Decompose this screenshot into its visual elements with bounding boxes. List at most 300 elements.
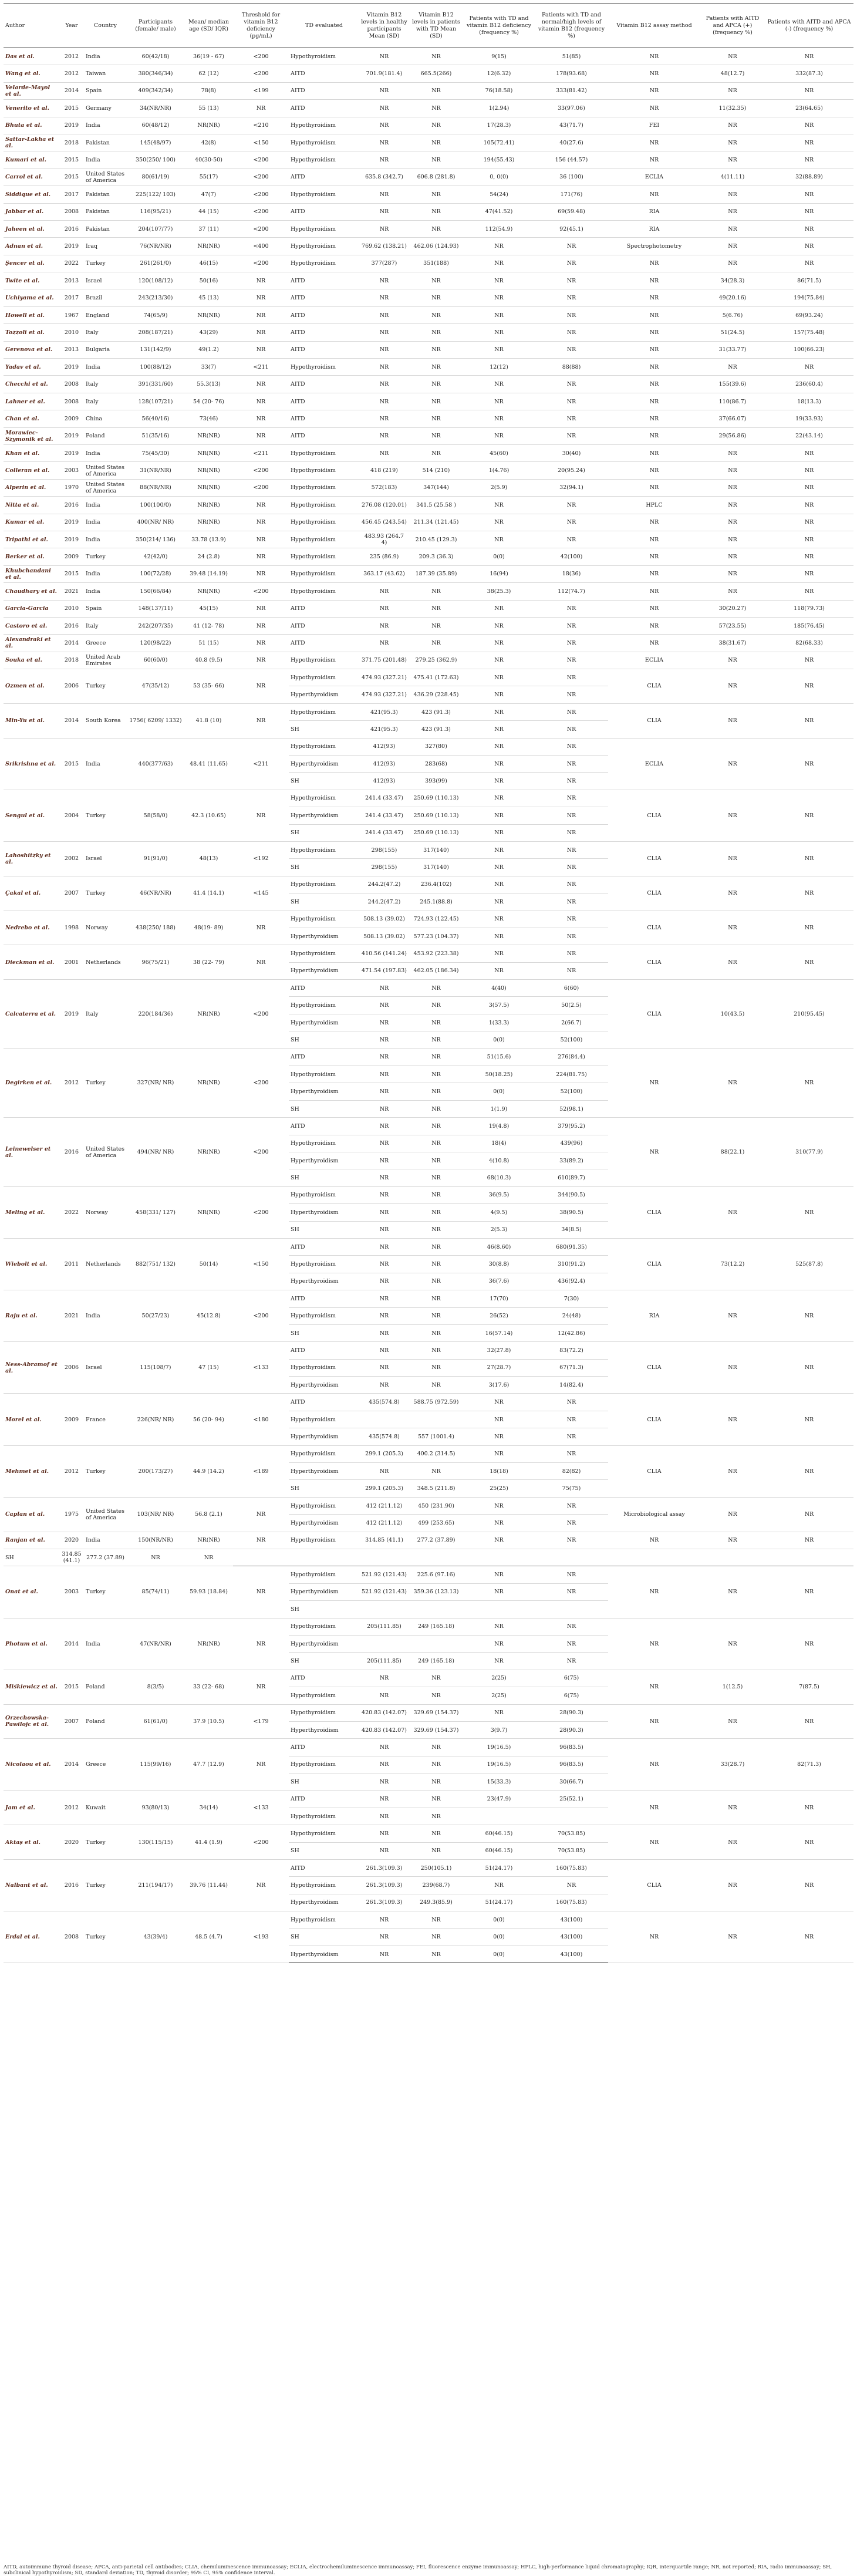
cell-b12-td: 400.2 (314.5) — [409, 1445, 463, 1462]
cell-td-deficiency: NR — [463, 1618, 535, 1635]
cell-td-evaluated: Hypothyroidism — [289, 548, 359, 565]
cell-td-normal: 6(60) — [535, 980, 608, 997]
cell-threshold: NR — [233, 272, 289, 289]
cell-apca-negative: NR — [765, 462, 853, 479]
cell-b12-td: 462.05 (186.34) — [409, 962, 463, 979]
cell-td-deficiency: 54(24) — [463, 186, 535, 203]
cell-td-evaluated: AITD — [289, 410, 359, 427]
cell-author: Ness-Abramof et al. — [4, 1342, 59, 1394]
cell-apca-positive: 88(22.1) — [700, 1118, 765, 1187]
cell-apca-negative: 86(71.5) — [765, 272, 853, 289]
cell-td-evaluated: AITD — [289, 289, 359, 306]
table-row — [4, 238, 853, 255]
cell-td-evaluated: Hyperthyroidism — [289, 807, 359, 824]
table-body — [4, 48, 853, 1963]
cell-td-normal: NR — [535, 1497, 608, 1514]
cell-threshold: <200 — [233, 583, 289, 600]
cell-participants: 130(115/15) — [127, 1825, 184, 1860]
cell-b12-healthy: NR — [359, 617, 409, 634]
table-row — [4, 497, 853, 514]
cell-td-evaluated: Hypothyroidism — [289, 1756, 359, 1773]
cell-author: Venerito et al. — [4, 100, 59, 117]
cell-age: 24 (2.8) — [184, 548, 233, 565]
cell-threshold: <192 — [233, 841, 289, 876]
cell-participants: 211(194/17) — [127, 1860, 184, 1911]
table-row — [4, 1118, 853, 1135]
cell-author: Chan et al. — [4, 410, 59, 427]
cell-b12-healthy: NR — [359, 1808, 409, 1825]
table-row — [4, 635, 853, 652]
cell-year: 2019 — [59, 514, 84, 531]
cell-td-deficiency: NR — [463, 1445, 535, 1462]
cell-td-normal: 610(89.7) — [535, 1169, 608, 1186]
cell-td-deficiency: 19(16.5) — [463, 1756, 535, 1773]
cell-threshold: <200 — [233, 220, 289, 237]
cell-country: Pakistan — [84, 203, 127, 220]
cell-apca-positive: NR — [700, 583, 765, 600]
cell-apca-positive: NR — [700, 1618, 765, 1670]
cell-participants: 440(377/63) — [127, 738, 184, 790]
cell-age: 33.78 (13.9) — [184, 531, 233, 548]
cell-age: 37 (11) — [184, 220, 233, 237]
cell-assay-method: ECLIA — [608, 168, 700, 186]
cell-assay-method: CLIA — [608, 703, 700, 738]
cell-author: Garcia-Garcia — [4, 600, 59, 617]
table-row — [4, 1186, 853, 1203]
cell-year: 2008 — [59, 1911, 84, 1963]
cell-td-evaluated: Hypothyroidism — [289, 1532, 359, 1549]
cell-threshold: NR — [233, 100, 289, 117]
cell-threshold: <193 — [233, 1911, 289, 1963]
cell-td-normal: 20(95.24) — [535, 462, 608, 479]
cell-td-normal — [535, 1601, 608, 1618]
cell-year: 1998 — [59, 911, 84, 945]
cell-year: 2012 — [59, 1791, 84, 1825]
cell-td-evaluated: Hyperthyroidism — [289, 1515, 359, 1532]
cell-threshold: NR — [233, 497, 289, 514]
cell-apca-positive: 49(20.16) — [700, 289, 765, 306]
cell-td-normal: NR — [535, 1515, 608, 1532]
cell-b12-td: 250.69 (110.13) — [409, 824, 463, 841]
cell-country: France — [84, 1394, 127, 1445]
cell-country: Italy — [84, 376, 127, 393]
cell-author: Sattar-Lakha et al. — [4, 134, 59, 151]
cell-threshold: <200 — [233, 479, 289, 496]
cell-age: NR(NR) — [184, 1048, 233, 1118]
cell-apca-positive: NR — [700, 669, 765, 704]
cell-assay-method: NR — [608, 583, 700, 600]
cell-td-evaluated: SH — [289, 1653, 359, 1670]
cell-age: 42.3 (10.65) — [184, 790, 233, 841]
cell-age: NR(NR) — [184, 427, 233, 444]
cell-assay-method: CLIA — [608, 980, 700, 1049]
cell-year: 2014 — [59, 703, 84, 738]
table-row — [4, 1394, 853, 1411]
cell-td-evaluated: Hyperthyroidism — [289, 1273, 359, 1290]
cell-b12-healthy: 241.4 (33.47) — [359, 807, 409, 824]
cell-apca-negative: NR — [765, 531, 853, 548]
cell-author: Chaudhary et al. — [4, 583, 59, 600]
cell-td-evaluated: Hypothyroidism — [289, 462, 359, 479]
cell-td-normal: NR — [535, 911, 608, 928]
cell-b12-healthy: 298(155) — [359, 841, 409, 858]
cell-b12-td: NR — [409, 359, 463, 376]
cell-apca-positive: NR — [700, 238, 765, 255]
cell-year: 2022 — [59, 255, 84, 272]
cell-td-deficiency: NR — [463, 1583, 535, 1600]
cell-td-deficiency: 25(25) — [463, 1480, 535, 1497]
cell-author: Tozzoli et al. — [4, 324, 59, 341]
cell-td-evaluated: AITD — [289, 203, 359, 220]
cell-b12-healthy: 244.2(47.2) — [359, 893, 409, 911]
cell-participants: 34(NR/NR) — [127, 100, 184, 117]
cell-year: 2015 — [59, 151, 84, 168]
cell-apca-negative: 18(13.3) — [765, 393, 853, 410]
cell-age: 50(16) — [184, 272, 233, 289]
cell-td-deficiency: 18(18) — [463, 1463, 535, 1480]
cell-assay-method: ECLIA — [608, 738, 700, 790]
cell-td-evaluated: SH — [4, 1549, 59, 1566]
cell-b12-td: NR — [409, 1169, 463, 1186]
cell-threshold: NR — [233, 376, 289, 393]
cell-td-deficiency — [463, 1808, 535, 1825]
cell-age: 47(7) — [184, 186, 233, 203]
cell-threshold: <200 — [233, 1118, 289, 1187]
cell-apca-negative: 82(71.3) — [765, 1739, 853, 1791]
cell-td-normal: 52(100) — [535, 1031, 608, 1048]
cell-country: Netherlands — [84, 1238, 127, 1290]
header-b12-td: Vitamin B12 levels in patients with TD Mean (SD) — [409, 4, 463, 48]
cell-td-deficiency: 0, 0(0) — [463, 168, 535, 186]
cell-participants: 150(NR/NR) — [127, 1532, 184, 1549]
cell-participants: 220(184/36) — [127, 980, 184, 1049]
cell-participants: 120(108/12) — [127, 272, 184, 289]
cell-threshold: NR — [233, 1670, 289, 1704]
cell-year: 2013 — [59, 341, 84, 358]
cell-apca-negative: NR — [765, 151, 853, 168]
cell-author: Uchiyama et al. — [4, 289, 59, 306]
cell-td-deficiency: NR — [463, 1566, 535, 1583]
table-row — [4, 1497, 853, 1514]
cell-td-normal: 344(90.5) — [535, 1186, 608, 1203]
cell-td-deficiency: NR — [463, 841, 535, 858]
cell-td-evaluated: AITD — [289, 1739, 359, 1756]
cell-apca-negative: NR — [765, 1394, 853, 1445]
cell-b12-td: NR — [409, 134, 463, 151]
cell-threshold: NR — [233, 1497, 289, 1532]
cell-td-normal: NR — [535, 289, 608, 306]
cell-td-deficiency: NR — [463, 427, 535, 444]
cell-threshold: <200 — [233, 168, 289, 186]
cell-b12-td: NR — [409, 186, 463, 203]
cell-b12-healthy: 471.54 (197.83) — [359, 962, 409, 979]
cell-b12-td: 317(140) — [409, 859, 463, 876]
cell-threshold: NR — [233, 703, 289, 738]
cell-b12-healthy: NR — [359, 583, 409, 600]
cell-b12-healthy: 299.1 (205.3) — [359, 1445, 409, 1462]
cell-td-evaluated: Hyperthyroidism — [289, 756, 359, 773]
cell-b12-healthy: NR — [359, 1273, 409, 1290]
cell-td-normal: NR — [535, 1635, 608, 1652]
cell-td-normal: NR — [535, 1653, 608, 1670]
cell-apca-negative: NR — [765, 1791, 853, 1825]
cell-threshold: <200 — [233, 203, 289, 220]
cell-td-deficiency: 9(15) — [463, 48, 535, 65]
cell-b12-td: 329.69 (154.37) — [409, 1704, 463, 1721]
cell-td-normal: 7(30) — [535, 1290, 608, 1307]
cell-td-normal: NR — [535, 945, 608, 962]
cell-b12-td: NR — [409, 617, 463, 634]
cell-threshold: NR — [233, 669, 289, 704]
cell-apca-negative: NR — [765, 1342, 853, 1394]
cell-b12-healthy: NR — [359, 1221, 409, 1238]
cell-apca-positive: NR — [700, 444, 765, 461]
cell-apca-positive: NR — [700, 911, 765, 945]
cell-td-normal: 82(82) — [535, 1463, 608, 1480]
cell-author: Raju et al. — [4, 1290, 59, 1342]
cell-td-evaluated: SH — [289, 893, 359, 911]
cell-threshold: NR — [233, 790, 289, 841]
cell-apca-positive: 30(20.27) — [700, 600, 765, 617]
cell-threshold: <133 — [233, 1791, 289, 1825]
cell-threshold: <189 — [233, 1445, 289, 1497]
cell-b12-healthy: 276.08 (120.01) — [359, 497, 409, 514]
cell-td-normal: 14(82.4) — [535, 1377, 608, 1394]
cell-year: 2016 — [59, 617, 84, 634]
cell-age: NR(NR) — [184, 1532, 233, 1549]
cell-td-normal: 160(75.83) — [535, 1860, 608, 1877]
cell-b12-td: NR — [409, 203, 463, 220]
cell-b12-healthy: 412(93) — [359, 738, 409, 755]
cell-td-normal: 33(97.06) — [535, 100, 608, 117]
cell-assay-method: NR — [608, 376, 700, 393]
cell-b12-td: NR — [409, 1946, 463, 1963]
cell-participants: 200(173/27) — [127, 1445, 184, 1497]
cell-td-evaluated: AITD — [289, 1290, 359, 1307]
cell-assay-method: NR — [608, 1825, 700, 1860]
cell-participants: 494(NR/ NR) — [127, 1118, 184, 1187]
cell-b12-healthy: NR — [359, 410, 409, 427]
cell-age: 78(8) — [184, 82, 233, 99]
cell-apca-negative: NR — [765, 1532, 853, 1549]
cell-td-deficiency: 1(2.94) — [463, 100, 535, 117]
cell-b12-td: NR — [409, 600, 463, 617]
cell-td-normal: 24(48) — [535, 1307, 608, 1324]
cell-td-deficiency: NR — [463, 238, 535, 255]
cell-assay-method: NR — [608, 359, 700, 376]
cell-td-evaluated: Hypothyroidism — [289, 1256, 359, 1273]
cell-b12-healthy: NR — [359, 134, 409, 151]
cell-author: Şencer et al. — [4, 255, 59, 272]
cell-td-normal: NR — [535, 669, 608, 686]
cell-td-deficiency: NR — [463, 531, 535, 548]
cell-td-deficiency: 50(18.25) — [463, 1066, 535, 1083]
cell-td-normal: NR — [535, 1877, 608, 1894]
cell-td-normal: 178(93.68) — [535, 65, 608, 82]
cell-threshold: <200 — [233, 1825, 289, 1860]
cell-year: 1967 — [59, 306, 84, 323]
cell-b12-healthy: NR — [359, 1359, 409, 1376]
cell-country: Israel — [84, 272, 127, 289]
cell-assay-method: CLIA — [608, 1186, 700, 1238]
cell-b12-healthy: NR — [359, 1169, 409, 1186]
cell-td-normal: NR — [184, 1549, 233, 1566]
cell-year: 2017 — [59, 186, 84, 203]
cell-author: Castoro et al. — [4, 617, 59, 634]
cell-b12-healthy: 412 (211.12) — [359, 1497, 409, 1514]
cell-author: Bhuta et al. — [4, 117, 59, 134]
cell-td-deficiency: NR — [463, 669, 535, 686]
cell-b12-healthy: 456.45 (243.54) — [359, 514, 409, 531]
cell-threshold: NR — [233, 945, 289, 980]
cell-td-evaluated: Hyperthyroidism — [289, 1083, 359, 1100]
cell-age: 50(14) — [184, 1238, 233, 1290]
cell-b12-td: NR — [409, 1118, 463, 1135]
cell-td-deficiency: 4(40) — [463, 980, 535, 997]
cell-age: 48(19- 89) — [184, 911, 233, 945]
cell-country: Brazil — [84, 289, 127, 306]
cell-td-deficiency: 16(57.14) — [463, 1324, 535, 1341]
cell-year: 2021 — [59, 1290, 84, 1342]
cell-td-deficiency: NR — [463, 635, 535, 652]
cell-apca-negative: 236(60.4) — [765, 376, 853, 393]
cell-age: 54 (20- 76) — [184, 393, 233, 410]
cell-assay-method: CLIA — [608, 1394, 700, 1445]
cell-author: Jaheen et al. — [4, 220, 59, 237]
cell-td-deficiency: 19(16.5) — [463, 1739, 535, 1756]
cell-apca-positive: NR — [700, 255, 765, 272]
cell-b12-healthy: 421(95.3) — [359, 703, 409, 720]
cell-author: Ozmen et al. — [4, 669, 59, 704]
cell-td-evaluated: AITD — [289, 168, 359, 186]
cell-b12-td: NR — [409, 1204, 463, 1221]
cell-b12-td: 475.41 (172.63) — [409, 669, 463, 686]
cell-country: India — [84, 1618, 127, 1670]
cell-author: Min-Yu et al. — [4, 703, 59, 738]
cell-apca-negative: NR — [765, 134, 853, 151]
cell-participants: 243(213/30) — [127, 289, 184, 306]
cell-b12-td: 393(99) — [409, 773, 463, 790]
cell-b12-td: NR — [409, 272, 463, 289]
cell-assay-method: NR — [608, 1566, 700, 1618]
cell-td-deficiency: 51(24.17) — [463, 1894, 535, 1911]
cell-b12-td: NR — [409, 1324, 463, 1341]
table-row — [4, 1238, 853, 1255]
table-row — [4, 82, 853, 99]
cell-b12-healthy: NR — [359, 341, 409, 358]
cell-b12-td: 250.69 (110.13) — [409, 790, 463, 807]
cell-b12-td: 499 (253.65) — [409, 1515, 463, 1532]
cell-author: Khubchandani et al. — [4, 565, 59, 582]
cell-b12-td: NR — [409, 444, 463, 461]
cell-td-normal: NR — [535, 686, 608, 703]
cell-participants: 75(45/30) — [127, 444, 184, 461]
cell-participants: 43(39/4) — [127, 1911, 184, 1963]
cell-apca-positive: 31(33.77) — [700, 341, 765, 358]
cell-participants: 47(NR/NR) — [127, 1618, 184, 1670]
cell-td-normal: 156 (44.57) — [535, 151, 608, 168]
cell-b12-td: 348.5 (211.8) — [409, 1480, 463, 1497]
cell-participants: 242(207/35) — [127, 617, 184, 634]
cell-b12-td: 236.4(102) — [409, 876, 463, 893]
cell-td-evaluated: Hypothyroidism — [289, 1618, 359, 1635]
cell-participants: 100(100/0) — [127, 497, 184, 514]
cell-td-evaluated: Hypothyroidism — [289, 1359, 359, 1376]
cell-b12-td — [409, 1601, 463, 1618]
cell-td-deficiency: NR — [463, 876, 535, 893]
cell-age: 44.9 (14.2) — [184, 1445, 233, 1497]
cell-apca-negative: NR — [765, 841, 853, 876]
cell-age: 41.4 (14.1) — [184, 876, 233, 911]
cell-b12-td: NR — [409, 220, 463, 237]
cell-assay-method: NR — [608, 82, 700, 99]
cell-apca-positive: 33(28.7) — [700, 1739, 765, 1791]
cell-apca-positive: NR — [700, 134, 765, 151]
cell-age: 48.5 (4.7) — [184, 1911, 233, 1963]
cell-td-evaluated: AITD — [289, 1048, 359, 1066]
cell-apca-negative: 69(93.24) — [765, 306, 853, 323]
cell-apca-positive: 73(12.2) — [700, 1238, 765, 1290]
cell-b12-td: 249 (165.18) — [409, 1653, 463, 1670]
cell-td-evaluated: Hypothyroidism — [289, 669, 359, 686]
cell-threshold: <200 — [233, 255, 289, 272]
cell-b12-td: NR — [409, 1273, 463, 1290]
cell-threshold: <150 — [233, 1238, 289, 1290]
cell-td-normal: NR — [535, 514, 608, 531]
cell-b12-healthy: NR — [359, 1066, 409, 1083]
cell-participants: 76(NR/NR) — [127, 238, 184, 255]
cell-b12-healthy: NR — [359, 635, 409, 652]
cell-participants: 42(42/0) — [127, 548, 184, 565]
cell-year: 2014 — [59, 1618, 84, 1670]
cell-b12-healthy — [359, 1601, 409, 1618]
cell-td-deficiency: NR — [463, 1497, 535, 1514]
table-row — [4, 479, 853, 496]
cell-td-normal: 30(40) — [535, 444, 608, 461]
cell-country: United States of America — [84, 479, 127, 496]
cell-apca-negative: NR — [765, 117, 853, 134]
cell-apca-positive: NR — [700, 703, 765, 738]
cell-threshold: <211 — [233, 444, 289, 461]
cell-b12-td: NR — [409, 1031, 463, 1048]
cell-assay-method: NR — [608, 393, 700, 410]
cell-threshold: NR — [233, 289, 289, 306]
header-author: Author — [4, 4, 59, 48]
cell-assay-method: NR — [608, 1532, 700, 1549]
cell-td-evaluated: AITD — [289, 82, 359, 99]
cell-td-deficiency: 45(60) — [463, 444, 535, 461]
table-row — [4, 1825, 853, 1842]
cell-country: Spain — [84, 600, 127, 617]
cell-country: Poland — [84, 1670, 127, 1704]
cell-td-deficiency: NR — [463, 1877, 535, 1894]
cell-apca-positive: NR — [700, 1825, 765, 1860]
cell-b12-td: NR — [409, 1756, 463, 1773]
cell-apca-positive: 11(32.35) — [700, 100, 765, 117]
cell-td-normal: 276(84.4) — [535, 1048, 608, 1066]
table-row — [4, 306, 853, 323]
header-country: Country — [84, 4, 127, 48]
cell-b12-healthy: NR — [359, 1186, 409, 1203]
cell-td-evaluated: Hypothyroidism — [289, 841, 359, 858]
cell-country: China — [84, 410, 127, 427]
cell-td-evaluated: SH — [289, 1480, 359, 1497]
cell-age: 45 (13) — [184, 289, 233, 306]
cell-td-normal: 50(2.5) — [535, 997, 608, 1014]
cell-td-normal: 6(75) — [535, 1670, 608, 1687]
cell-td-evaluated: AITD — [289, 272, 359, 289]
cell-assay-method: CLIA — [608, 1342, 700, 1394]
